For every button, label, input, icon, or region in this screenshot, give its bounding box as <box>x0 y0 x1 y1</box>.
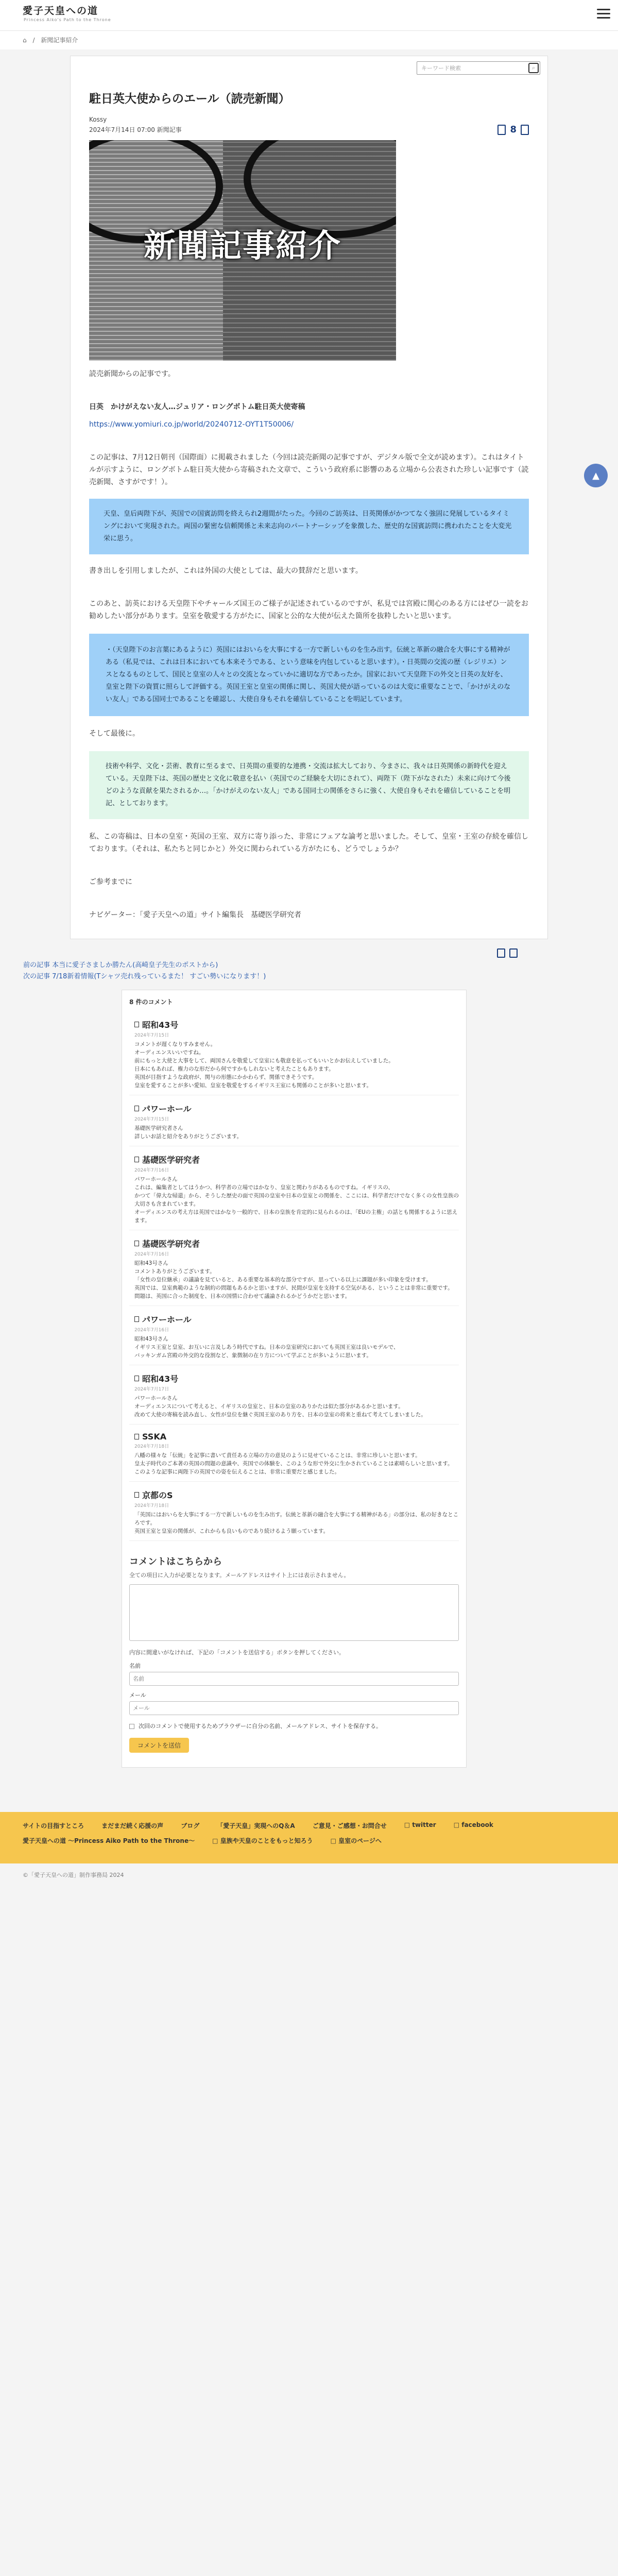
email-field[interactable] <box>129 1701 459 1715</box>
share-icons <box>497 948 518 958</box>
arrow-up-icon: ▲ <box>592 470 599 481</box>
facebook-link[interactable]: □ facebook <box>453 1821 493 1828</box>
print-icon[interactable] <box>509 948 518 958</box>
reply-note: 全ての項目に入力が必要となります。メールアドレスはサイト上には表示されません。 <box>129 1572 350 1579</box>
comment-date: 2024年7月17日 <box>134 1387 169 1392</box>
quote-box-1: 天皇、皇后両陛下が、英国での国賓訪問を終えられ2週間がたった。今回のご訪英は、日英関係がかつてなく強固に発展しているタイミングにおいて実現された。両国の緊密な信頼関係と未来志向のパートナーシップを象徴した、歴史的な国賓訪問に携われたことを大変光栄に思う。 <box>89 499 529 554</box>
page-title: 駐日英大使からのエール（読売新聞） <box>89 92 290 106</box>
comment-author: 昭和43号 <box>142 1020 179 1030</box>
name-label: 名前 <box>129 1663 141 1669</box>
twitter-link[interactable]: □ twitter <box>404 1821 436 1828</box>
prev-post-link[interactable]: 前の記事 本当に愛子さましか勝たん(高崎皇子先生のポストから) <box>23 961 218 969</box>
footer-link[interactable]: まだまだ続く応援の声 <box>101 1822 164 1829</box>
comment-date: 2024年7月15日 <box>134 1033 169 1038</box>
search-input[interactable] <box>417 61 540 75</box>
bookmark-icon[interactable] <box>497 948 505 958</box>
quote-box-2: ・（天皇陛下のお言葉にあるように）英国にはおいらを大事にする一方で新しいものを生み出す。伝統と革新の融合を大事にする精神がある（私見では、これは日本においても本来そうである、という意味を内包していると思います）。・日英間の交流の歴（レジリエ）ンスとなるものとして、国民と皇室の人々との交流となっていかに適切な方であったか。国家において天皇陛下の外交と日英の友好を、皇室と陛下の資質に照らして評価する。英国王室と皇室の関係に関し、英国大使が語っているのは大変に重要なことで、「かけがえのない友人」である国同士であることを確認し、大使自身もそれを確信していることを明記しています。 <box>89 634 529 716</box>
user-icon <box>134 1492 139 1498</box>
copyright: ©「愛子天皇への道」制作事務局 2024 <box>0 1863 618 1886</box>
comment <box>129 1146 459 1230</box>
comment-body: 八幡の様々な「伝統」を記事に書いて責任ある立場の方の意見のように見せていることは、非常に珍しいと思います。 皇太子時代のご本著の英国の問題の意識や、英国での体験を、このような形で外交に生かされていることは素晴らしいと思います。 このような記事に両陛下の英国での姿を伝えることは、非常に重要だと感じました。 <box>134 1452 453 1475</box>
font-size-icon[interactable]: 8 <box>510 124 517 135</box>
comments-section <box>122 990 467 1768</box>
comment-body: コメントが遅くなりすみません。 オーディエンスいいですね。 前にもっと大使と大事をして、両国さんを敬愛して皇室にも敬意を払ってもいいとかお伝えしていました。 日本にもあれば、権力のな形だから何ですかもしれないと考えたこともあります。 英国が目指すような政府が、関与の形態にかかわらず、関係できそうです。 皇室を愛することが多い愛知、皇室を敬愛をするイギリス王室にも関係のことが多いと思います。 <box>134 1041 394 1089</box>
paragraph-2: 書き出しを引用しましたが、これは外国の大使としては、最大の賛辞だと思います。 <box>89 567 363 575</box>
user-icon <box>134 1434 139 1439</box>
user-icon <box>134 1157 139 1162</box>
home-icon[interactable]: ⌂ <box>23 37 27 44</box>
breadcrumb-category[interactable]: 新聞記事紹介 <box>41 37 78 44</box>
hero-image <box>89 140 396 361</box>
footer-link[interactable]: ブログ <box>181 1822 200 1829</box>
comment <box>129 1365 459 1425</box>
print-icon[interactable] <box>521 125 529 135</box>
comment-date: 2024年7月16日 <box>134 1252 169 1257</box>
article-link[interactable]: https://www.yomiuri.co.jp/world/20240712-OYT1T50006/ <box>89 420 294 429</box>
footer-links-row-1 <box>23 1821 595 1830</box>
user-icon <box>134 1106 139 1111</box>
comment-body: 基礎医学研究者さん 詳しいお話と紹介をありがとうございます。 <box>134 1125 243 1140</box>
footer-link[interactable]: □ 皇族や天皇のことをもっと知ろう <box>212 1837 313 1844</box>
site-logo[interactable]: 愛子天皇への道 <box>23 5 99 16</box>
user-icon <box>134 1316 139 1322</box>
footer-link[interactable]: 「愛子天皇」実現へのQ＆A <box>217 1822 295 1829</box>
bookmark-icon[interactable] <box>497 125 506 135</box>
comment-body: パワーホールさん これは、編集者としてはうかつ、科学者の立場ではかなり、皇室と関わりがあるものですね。イギリスの、 かつて「偉大な帰還」から、そうした歴史の面で英国の皇室や日本の皇室との関係を、ここには、科学者だけでなく多くの女性皇族の大切さも含まれています。 オーディエンスの考え方は英国ではかなり一般的で、日本の皇族を肯定的に見られるのは、「EUの主権」の話とも関係するように思えます。 <box>134 1176 459 1224</box>
comment-author: 京都のS <box>142 1490 173 1500</box>
confirm-note: 内容に間違いがなければ、下記の「コメントを送信する」ボタンを押してください。 <box>129 1649 345 1656</box>
comment <box>129 1306 459 1365</box>
reply-heading: コメントはこちらから <box>129 1556 222 1567</box>
next-post-link[interactable]: 次の記事 7/18新着情報(Tシャツ売れ残っているまた！ すごい勢いになります！) <box>23 973 266 980</box>
comment <box>129 1425 459 1482</box>
comment-date: 2024年7月15日 <box>134 1117 169 1122</box>
paragraph-6: ご参考までに <box>89 878 132 886</box>
comment-author: 基礎医学研究者 <box>142 1155 200 1165</box>
article-headline: 日英 かけがえない友人…ジュリア・ロングボトム駐日英大使寄稿 <box>89 403 305 411</box>
comment-date: 2024年7月18日 <box>134 1503 169 1509</box>
paragraph-3: このあと、訪英における天皇陛下やチャールズ国王のご様子が記述されているのですが、私見では宮殿に関心のある方にはぜひ一読をお勧めしたい部分があります。皇室を敬愛する方がたに、国家と公的な大使が伝えた箇所を抜粋したいと思います。 <box>89 600 528 620</box>
comment-author: 基礎医学研究者 <box>142 1239 200 1249</box>
comment <box>129 1011 459 1095</box>
footer <box>0 1812 618 1863</box>
comment <box>129 1230 459 1306</box>
comment <box>129 1482 459 1541</box>
comment-body: パワーホールさん オーディエンスについて考えると、イギリスの皇室と、日本の皇室のありかたは似た部分があるかと思います。 改めて大使の寄稿を読み直し、女性が皇位を継ぐ英国王室のあり方を、日本の皇室の将来と重ねて考えてしまいました。 <box>134 1395 426 1418</box>
site-header <box>0 0 618 31</box>
checkbox-icon[interactable] <box>129 1724 134 1729</box>
save-info-label: 次回のコメントで使用するためブラウザーに自分の名前、メールアドレス、サイトを保存する。 <box>139 1723 382 1730</box>
comment-date: 2024年7月18日 <box>134 1444 169 1449</box>
user-icon <box>134 1241 139 1246</box>
comment-author: パワーホール <box>142 1315 192 1325</box>
email-label: メール <box>129 1692 146 1699</box>
post-navigation <box>23 960 595 982</box>
comment-date: 2024年7月16日 <box>134 1328 169 1333</box>
paragraph-4: そして最後に。 <box>89 730 140 738</box>
hero-text: 新聞記事紹介 <box>143 227 341 264</box>
hamburger-icon[interactable] <box>595 6 612 22</box>
post-tools <box>497 125 529 135</box>
signature: ナビゲーター：「愛子天皇への道」サイト編集長 基礎医学研究者 <box>89 911 302 919</box>
comment-body: 「英国にはおいらを大事にする一方で新しいものを生み出す。伝統と革新の融合を大事にする精神がある」の部分は、私の好きなところです。 英国王室と皇室の関係が、これからも良いものであり続けるよう願っています。 <box>134 1512 459 1534</box>
comment-author: パワーホール <box>142 1104 192 1114</box>
user-icon <box>134 1022 139 1027</box>
article-card <box>70 56 548 939</box>
post-meta <box>89 114 529 135</box>
paragraph-1: この記事は、7月12日朝刊（国際面）に掲載されました（今回は読売新聞の記事ですが、デジタル版で全文が読めます）。これはタイトルが示すように、ロングボトム駐日英大使から寄稿された文章で、こういう政府系に影響のある立場から公表された珍しい記事です（読売新聞、さすがです！）。 <box>89 453 529 486</box>
breadcrumb-separator: / <box>32 37 35 44</box>
search-icon[interactable]: ⌕ <box>528 63 539 73</box>
post-category[interactable]: 新聞記事 <box>157 126 182 133</box>
footer-link[interactable]: □ 皇室のページへ <box>330 1837 382 1844</box>
footer-link[interactable]: サイトの目指すところ <box>23 1822 84 1829</box>
footer-link[interactable]: 愛子天皇への道 ～Princess Aiko Path to the Throne～ <box>23 1837 195 1844</box>
paragraph-5: 私、この寄稿は、日本の皇室・英国の王室、双方に寄り添った、非常にフェアな論考と思いました。そして、皇室・王室の存続を確信しております。（それは、私たちと同じかと）外交に関わられている方がたにも、どうでしょうか？ <box>89 833 529 853</box>
comments-count: 8 件のコメント <box>129 998 173 1006</box>
comment-author: SSKA <box>142 1432 167 1442</box>
site-logo-subtitle: Princess Aiko's Path to the Throne <box>24 18 111 22</box>
post-date: 2024年7月14日 07:00 <box>89 126 155 133</box>
quote-box-3: 技術や科学、文化・芸術、教育に至るまで、日英間の重要的な連携・交流は拡大しており、今まさに、我々は日英関係の新時代を迎えている。天皇陛下は、英国の歴史と文化に敬意を払い（英国でのご経験を大切にされて）、両陛下（陛下がなされた）未来に向けて今後どのような貢献を果たされるか…。「かけがえのない友人」である国同士の関係をさらに強く、大使自身もそれを確信していることを明記、としております。 <box>89 751 529 819</box>
name-field[interactable] <box>129 1672 459 1686</box>
comment-form <box>129 1554 459 1753</box>
comment-author: 昭和43号 <box>142 1374 179 1384</box>
comment-textarea[interactable] <box>129 1584 459 1641</box>
search-placeholder: キーワード検索 <box>421 65 461 72</box>
comment-date: 2024年7月16日 <box>134 1168 169 1173</box>
submit-comment-button[interactable]: コメントを送信 <box>129 1738 189 1753</box>
comment-body: 昭和43号さん イギリス王室と皇室、お互いに言及しあう時代ですね。日本の皇室研究においても英国王室は良いモデルで、 バッキンガム宮殿の外交的な役割など、象徴制の在り方について学ぶことが多いように思います。 <box>134 1336 399 1359</box>
comment <box>129 1095 459 1146</box>
user-icon <box>134 1376 139 1381</box>
footer-link[interactable]: ご意見・ご感想・お問合せ <box>312 1822 387 1829</box>
footer-links-row-2 <box>23 1836 595 1845</box>
comment-body: 昭和43号さん コメントありがとうございます。 「女性の皇位継承」の議論を見ていると、ある重要な基本的な部分ですが、思っている以上に課題が多い印象を受けます。 英国では、皇室典範のような制約の問題もあるかと思いますが、民間が皇室を支持する空気がある、ということは非常に重要です。 問題は、英国に合った制度を、日本の国情に合わせて議論されるかどうかだと思います。 <box>134 1260 453 1299</box>
breadcrumb <box>0 31 618 49</box>
intro-text: 読売新聞からの記事です。 <box>89 370 175 378</box>
save-info-checkbox[interactable] <box>129 1722 459 1731</box>
author[interactable]: Kossy <box>89 116 107 123</box>
scroll-to-top-button[interactable] <box>584 464 608 487</box>
